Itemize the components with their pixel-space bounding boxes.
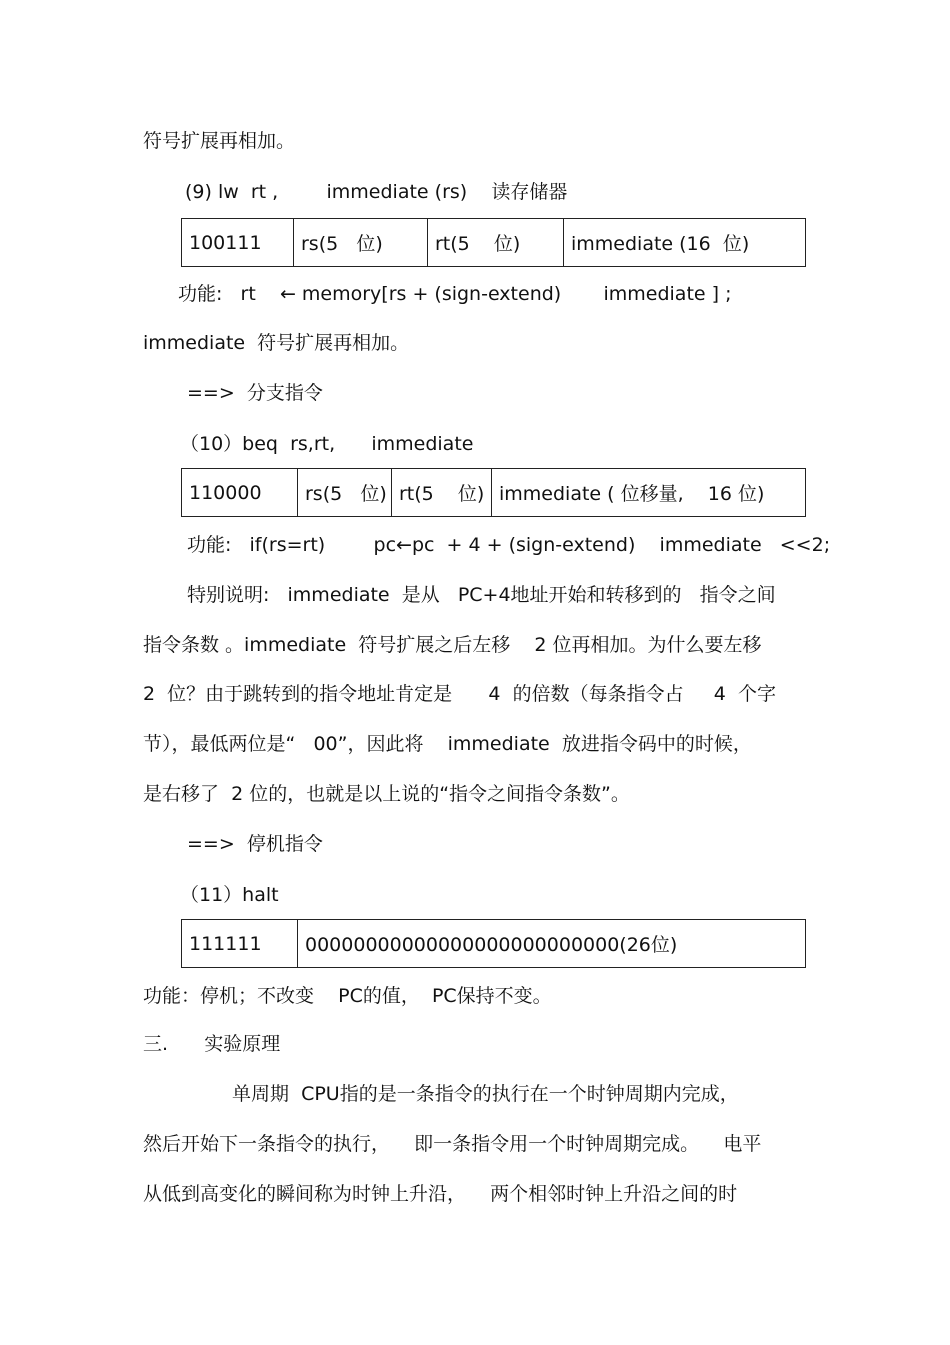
text-line-11: 节），最低两位是“ 00”，因此将 immediate 放进指令码中的时候， bbox=[143, 733, 752, 755]
section-branch: ==> 分支指令 bbox=[187, 382, 323, 404]
opcode-cell: 110000 bbox=[182, 469, 298, 517]
section-title-principle: 三. 实验原理 bbox=[143, 1033, 281, 1055]
encoding-table-beq bbox=[181, 468, 806, 517]
encoding-table-halt bbox=[181, 919, 806, 968]
text-line-4: immediate 符号扩展再相加。 bbox=[143, 332, 410, 354]
opcode-cell: 100111 bbox=[182, 219, 294, 267]
rt-cell: rt(5 位) bbox=[392, 469, 492, 517]
instr-heading-lw: (9) lw rt , immediate (rs) 读存储器 bbox=[185, 181, 568, 203]
text-line-18: 然后开始下一条指令的执行， 即一条指令用一个时钟周期完成。 电平 bbox=[143, 1133, 762, 1155]
instr-heading-halt: （11）halt bbox=[180, 884, 279, 906]
text-line-17: 单周期 CPU指的是一条指令的执行在一个时钟周期内完成， bbox=[232, 1083, 739, 1105]
text-line-7: 功能: if(rs=rt) pc←pc + 4 + (sign-extend) immediate <<2; bbox=[187, 534, 831, 556]
encoding-table-lw bbox=[181, 218, 806, 267]
rs-cell: rs(5 位) bbox=[298, 469, 392, 517]
text-line-1: 符号扩展再相加。 bbox=[143, 130, 296, 152]
operand-cell: 00000000000000000000000000(26位) bbox=[298, 920, 806, 968]
text-line-10: 2 位？由于跳转到的指令地址肯定是 4 的倍数（每条指令占 4 个字 bbox=[143, 683, 776, 705]
text-line-19: 从低到高变化的瞬间称为时钟上升沿， 两个相邻时钟上升沿之间的时 bbox=[143, 1183, 738, 1205]
text-line-12: 是右移了 2 位的，也就是以上说的“指令之间指令条数”。 bbox=[143, 783, 630, 805]
text-line-9: 指令条数 。immediate 符号扩展之后左移 2 位再相加。为什么要左移 bbox=[143, 634, 762, 656]
section-halt: ==> 停机指令 bbox=[187, 833, 323, 855]
text-line-8: 特别说明: immediate 是从 PC+4地址开始和转移到的 指令之间 bbox=[187, 584, 776, 606]
text-line-15: 功能：停机；不改变 PC的值， PC保持不变。 bbox=[143, 985, 552, 1007]
text-line-3: 功能: rt ← memory[rs + (sign-extend) immediate ] ; bbox=[178, 283, 732, 305]
immediate-cell: immediate ( 位移量, 16 位) bbox=[492, 469, 806, 517]
instr-heading-beq: （10）beq rs,rt, immediate bbox=[180, 433, 474, 455]
immediate-cell: immediate (16 位) bbox=[564, 219, 806, 267]
opcode-cell: 111111 bbox=[182, 920, 298, 968]
rs-cell: rs(5 位) bbox=[294, 219, 428, 267]
rt-cell: rt(5 位) bbox=[428, 219, 564, 267]
